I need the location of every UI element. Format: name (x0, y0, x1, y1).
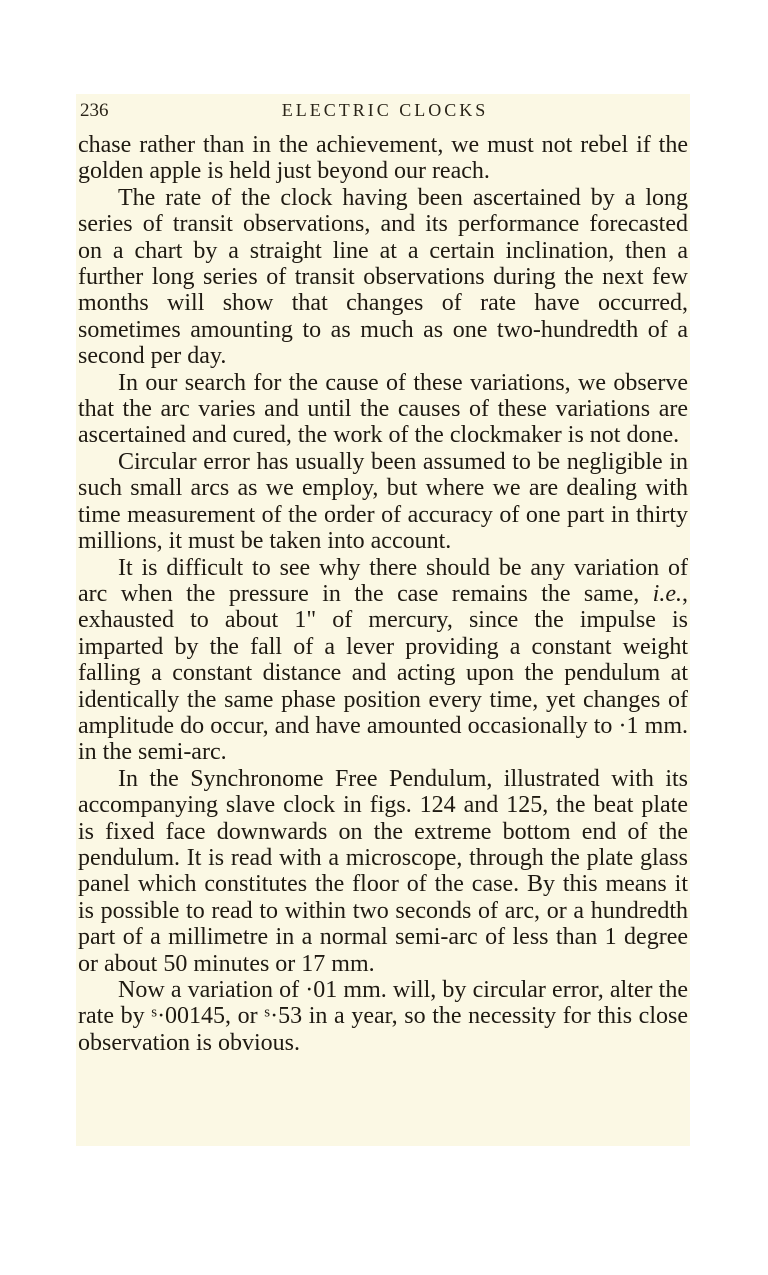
paragraph-rate: The rate of the clock having been ascertained by a long series of transit observations, and its performance forecasted on a chart by a straight line at a certain inclination, then a further long series of transit observations during the next few months will show that changes of rate have occurred, sometimes amounting to as much as one two-hundredth of a second per day. (78, 184, 688, 370)
text-run: It is difficult to see why there should be any variation of arc when the pressure in the case remains the same, (78, 554, 688, 607)
running-head: ELECTRIC CLOCKS (281, 100, 489, 120)
paragraph-search: In our search for the cause of these variations, we observe that the arc varies and until the causes of these variations are ascertained and cured, the work of the clockmaker is not done. (78, 369, 688, 449)
text-run: ·00145, or (157, 1003, 265, 1030)
italic-ie: i.e. (652, 580, 682, 607)
superscript-seconds: s (264, 1004, 271, 1021)
text-run: ·53 in a year, so the necessity for this close observation is obvious. (78, 1003, 688, 1056)
page-number: 236 (80, 100, 109, 121)
text-run: Now a variation of ·01 mm. will, by circular error, alter the rate by (78, 977, 688, 1030)
paragraph-continuation: chase rather than in the achievement, we must not rebel if the golden apple is held just beyond our reach. (78, 132, 688, 185)
superscript-seconds: s (151, 1004, 158, 1021)
text-run: , exhausted to about 1" of mercury, since the impulse is imparted by the fall of a lever providing a constant weight falling a constant distance and acting upon the pendulum at identically the same phase position every time, yet changes of amplitude do occur, and have amounted occasionally to ·1 mm. in the semi-arc. (78, 580, 688, 766)
paragraph-circular-error: Circular error has usually been assumed to be negligible in such small arcs as we employ, but where we are dealing with time measurement of the order of accuracy of one part in thirty millions, it must be taken into account. (78, 448, 688, 555)
paragraph-synchronome: In the Synchronome Free Pendulum, illustrated with its accompanying slave clock in figs. 124 and 125, the beat plate is fixed face downwards on the extreme bottom end of the pendulum. It is read with a microscope, through the plate glass panel which constitutes the floor of the case. By this means it is possible to read to within two seconds of arc, or a hundredth part of a millimetre in a normal semi-arc of less than 1 degree or about 50 minutes or 17 mm. (78, 765, 688, 977)
body-text (78, 132, 688, 1056)
book-page (76, 94, 690, 1146)
paragraph-conclusion (78, 977, 688, 1056)
page-header (80, 94, 690, 132)
paragraph-arc-variation (78, 555, 688, 766)
